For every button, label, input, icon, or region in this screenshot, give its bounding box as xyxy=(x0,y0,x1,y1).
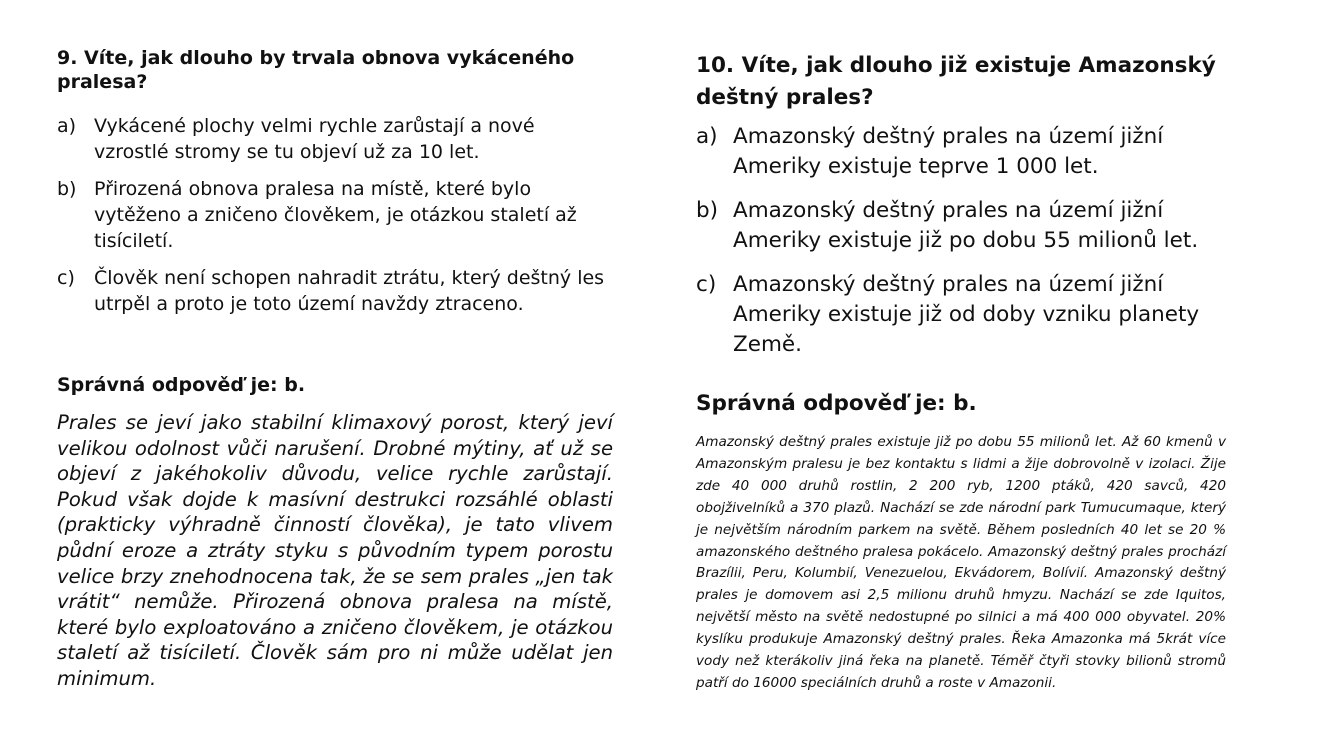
question-9-answer: Správná odpověď je: b. xyxy=(57,374,306,396)
option-letter: a) xyxy=(696,124,718,149)
question-9-explanation: Prales se jeví jako stabilní klimaxový porost, který jeví velikou odolnost vůči narušení. Drobné mýtiny, ať už se objeví z jakéhokoliv důvodu, velice rychle zarůstají. Pokud však dojde k masívní destrukci rozsáhlé oblasti (prakticky výhradně činností člověka), je tato vlivem půdní eroze a ztráty styku s původním typem porostu velice brzy znehodnocena tak, že se sem prales „jen tak vrátit“ nemůže. Přirozená obnova pralesa na místě, které bylo exploatováno a zničeno člověkem, je otázkou staletí až tisíciletí. Člověk sám pro ni může udělat jen minimum. xyxy=(57,411,613,690)
option-letter: b) xyxy=(696,198,719,223)
question-9-options xyxy=(57,113,615,328)
question-9-option-a xyxy=(57,113,615,165)
question-9-title: 9. Víte, jak dlouho by trvala obnova vykáceného pralesa? xyxy=(57,47,575,93)
question-10-explanation: Amazonský deštný prales existuje již po dobu 55 milionů let. Až 60 kmenů v Amazonským pralesu je bez kontaktu s lidmi a žije dobrovolně v izolaci. Žije zde 40 000 druhů rostlin, 2 200 ryb, 1200 ptáků, 420 savců, 420 obojživelníků a 370 plazů. Nachází se zde národní park Tumucumaque, který je největším národním parkem na světě. Během posledních 40 let se 20 % amazonského deštného pralesa pokácelo. Amazonský deštný prales prochází Brazílii, Peru, Kolumbií, Venezuelou, Ekvádorem, Bolívií. Amazonský deštný prales je domovem asi 2,5 milionu druhů hmyzu. Nachází se zde Iquitos, největší město na světě nedostupné po silnici a má 400 000 obyvatel. 20% kyslíku produkuje Amazonský deštný prales. Řeka Amazonka má 5krát více vody než kterákoliv jiná řeka na planetě. Téměř čtyři stovky bilionů stromů patří do 16000 speciálních druhů a roste v Amazonii. xyxy=(696,434,1226,691)
option-text: Člověk není schopen nahradit ztrátu, který deštný les utrpěl a proto je toto území navždy ztraceno. xyxy=(94,267,605,315)
option-text: Přirozená obnova pralesa na místě, které bylo vytěženo a zničeno člověkem, je otázkou staletí až tisíciletí. xyxy=(94,178,577,252)
question-9-option-b xyxy=(57,176,615,254)
question-10-answer: Správná odpověď je: b. xyxy=(696,391,977,416)
option-letter: c) xyxy=(696,272,717,297)
question-10-option-b xyxy=(696,196,1226,256)
option-letter: c) xyxy=(57,267,75,289)
question-10-options xyxy=(696,122,1226,374)
option-text: Amazonský deštný prales na území jižní Ameriky existuje teprve 1 000 let. xyxy=(733,124,1164,179)
question-10-option-c xyxy=(696,270,1226,360)
option-letter: a) xyxy=(57,115,77,137)
option-letter: b) xyxy=(57,178,77,200)
question-10-title: 10. Víte, jak dlouho již existuje Amazonský deštný prales? xyxy=(696,53,1216,110)
option-text: Vykácené plochy velmi rychle zarůstají a nové vzrostlé stromy se tu objeví už za 10 let. xyxy=(94,115,535,163)
option-text: Amazonský deštný prales na území jižní Ameriky existuje již po dobu 55 milionů let. xyxy=(733,198,1199,253)
question-9-option-c xyxy=(57,265,615,317)
question-10-option-a xyxy=(696,122,1226,182)
option-text: Amazonský deštný prales na území jižní Ameriky existuje již od doby vzniku planety Země. xyxy=(733,272,1200,357)
